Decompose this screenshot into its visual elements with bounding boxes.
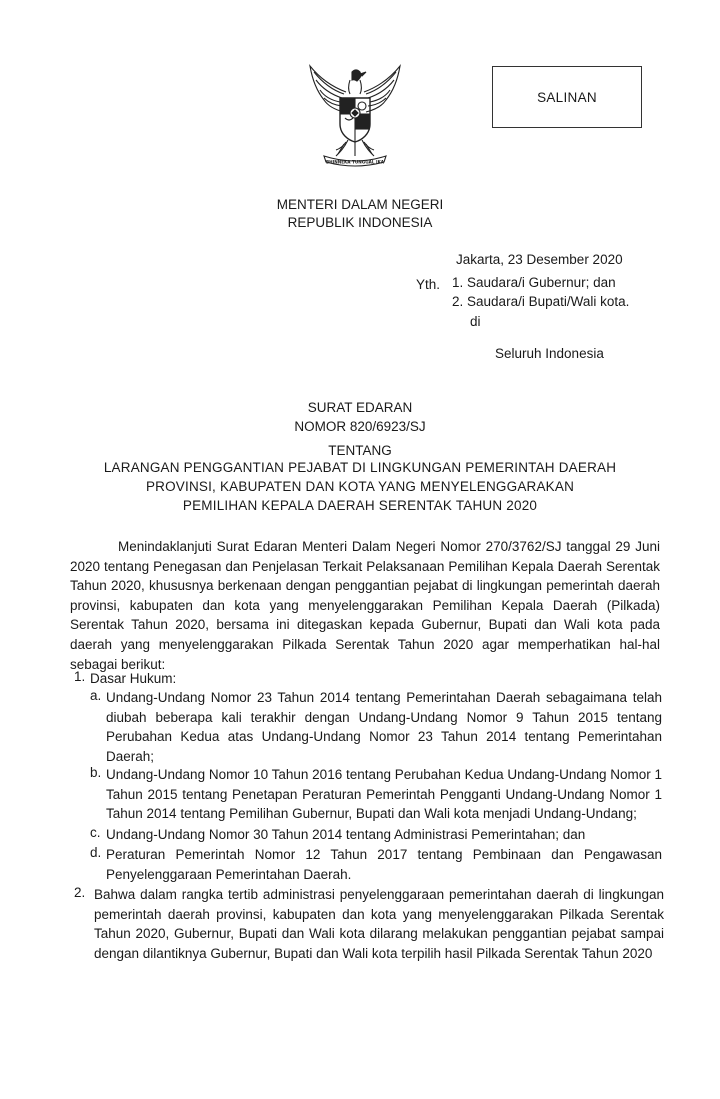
- item-2-number: 2.: [74, 885, 86, 900]
- circular-number: NOMOR 820/6923/SJ: [294, 419, 426, 434]
- legal-basis-letter: d.: [90, 845, 102, 860]
- intro-paragraph: Menindaklanjuti Surat Edaran Menteri Dalam Negeri Nomor 270/3762/SJ tanggal 29 Juni 2020 tentang Penegasan dan Penjelasan Terkait Pelaksanaan Pemilihan Kepala Daerah Serentak Tahun 2020, khususnya berkenaan dengan penggantian pejabat di lingkungan pemerintah daerah provinsi, kabupaten dan kota yang menyelenggarakan Pemilihan Kepala Daerah (Pilkada) Serentak Tahun 2020, bersama ini ditegaskan kepada Gubernur, Bupati dan Wali kota pada daerah yang menyelenggarakan Pilkada Serentak Tahun 2020 agar memperhatikan hal-hal sebagai berikut:: [70, 539, 660, 672]
- subject-line: PROVINSI, KABUPATEN DAN KOTA YANG MENYELENGGARAKAN: [145, 479, 575, 494]
- item-1-label: Dasar Hukum:: [90, 671, 177, 686]
- salinan-label: SALINAN: [537, 89, 597, 105]
- circular-type: SURAT EDARAN: [307, 400, 413, 415]
- subject-line: PEMILIHAN KEPALA DAERAH SERENTAK TAHUN 2020: [182, 498, 538, 513]
- salinan-stamp: [492, 66, 642, 128]
- item-1-number: 1.: [74, 669, 86, 684]
- recipient-1: [452, 275, 616, 290]
- legal-basis-b: Undang-Undang Nomor 10 Tahun 2016 tentang Perubahan Kedua Undang-Undang Nomor 1 Tahun 2015 tentang Penetapan Peraturan Pemerintah Pengganti Undang-Undang Nomor 1 Tahun 2014 tentang Pemilihan Gubernur, Bupati dan Wali kota menjadi Undang-Undang;: [106, 767, 662, 822]
- recipient-number: 1.: [452, 275, 464, 290]
- tentang-label: TENTANG: [328, 443, 392, 458]
- emblem-motto: BHINNEKA TUNGGAL IKA: [325, 159, 385, 165]
- letterhead-line-2: REPUBLIK INDONESIA: [287, 215, 433, 230]
- legal-basis-a: Undang-Undang Nomor 23 Tahun 2014 tentang Pemerintahan Daerah sebagaimana telah diubah beberapa kali terakhir dengan Undang-Undang Nomor 9 Tahun 2015 tentang Perubahan Kedua atas Undang-Undang Nomor 23 Tahun 2014 tentang Pemerintahan Daerah;: [106, 690, 662, 764]
- recipient-2: [452, 294, 629, 309]
- legal-basis-c: Undang-Undang Nomor 30 Tahun 2014 tentang Administrasi Pemerintahan; dan: [106, 827, 586, 842]
- legal-basis-letter: a.: [90, 688, 102, 703]
- subject-line: LARANGAN PENGGANTIAN PEJABAT DI LINGKUNGAN PEMERINTAH DAERAH: [103, 460, 617, 475]
- letterhead-line-1: MENTERI DALAM NEGERI: [276, 197, 444, 212]
- item-2-text: Bahwa dalam rangka tertib administrasi penyelenggaraan pemerintahan daerah di lingkungan pemerintah daerah provinsi, kabupaten dan kota yang menyelenggarakan Pilkada Serentak Tahun 2020, Gubernur, Bupati dan Wali kota dilarang melakukan penggantian pejabat sampai dengan dilantiknya Gubernur, Bupati dan Wali kota terpilih hasil Pilkada Serentak Tahun 2020: [94, 887, 664, 961]
- circular-title: [200, 399, 520, 461]
- legal-basis-d: Peraturan Pemerintah Nomor 12 Tahun 2017 tentang Pembinaan dan Pengawasan Penyelenggaraan Pemerintahan Daerah.: [106, 847, 662, 882]
- yth-label: Yth.: [416, 277, 441, 292]
- letterhead: [200, 196, 520, 232]
- legal-basis-letter: b.: [90, 765, 102, 780]
- recipient-location: Seluruh Indonesia: [495, 346, 604, 361]
- legal-basis-letter: c.: [90, 825, 101, 840]
- recipient-text: Saudara/i Gubernur; dan: [467, 275, 616, 290]
- place-date: Jakarta, 23 Desember 2020: [456, 252, 623, 267]
- garuda-emblem-icon: [300, 62, 410, 172]
- recipient-number: 2.: [452, 294, 464, 309]
- circular-subject: [90, 458, 630, 515]
- recipient-text: Saudara/i Bupati/Wali kota.: [467, 294, 630, 309]
- di-label: di: [470, 314, 481, 329]
